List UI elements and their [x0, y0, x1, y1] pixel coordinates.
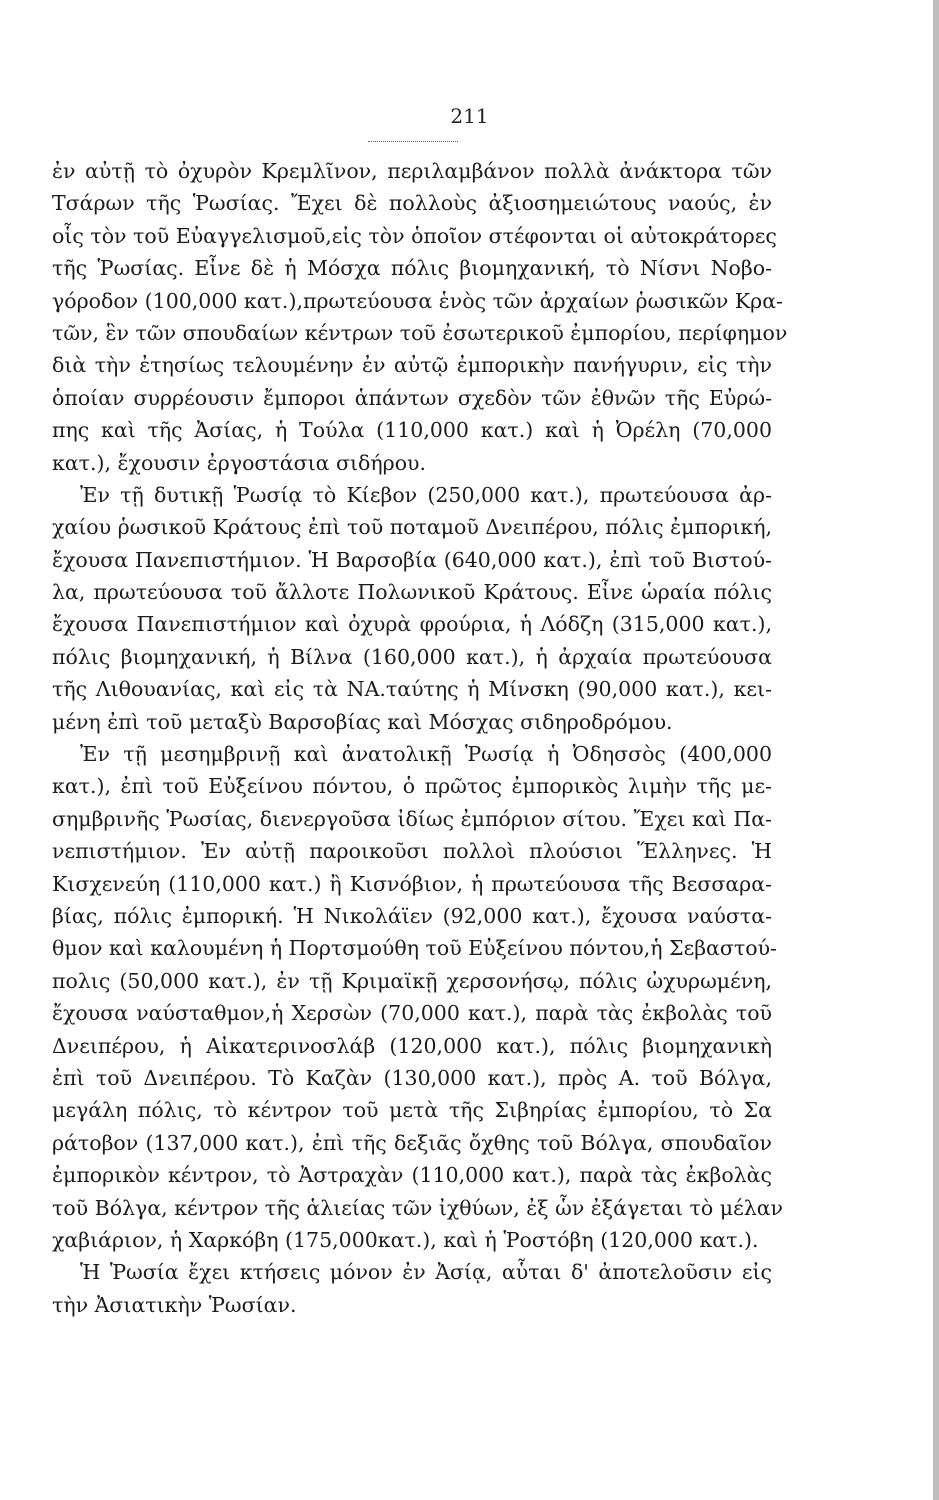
text-line: τῆς Λιθουανίας, καὶ εἰς τὰ ΝΑ.ταύτης ἡ Μίνσκη (90,000 κατ.), κει-	[52, 677, 772, 702]
text-line: Ἐν τῇ μεσημβρινῇ καὶ ἀνατολικῇ Ῥωσίᾳ ἡ Ὀδησσὸς (400,000	[80, 742, 772, 767]
page-number: 211	[450, 104, 489, 128]
text-line: οἷς τὸν τοῦ Εὐαγγελισμοῦ,εἰς τὸν ὁποῖον στέφονται οἱ αὐτοκράτορες	[52, 223, 777, 248]
text-line: λα, πρωτεύουσα τοῦ ἄλλοτε Πολωνικοῦ Κράτους. Εἶνε ὡραία πόλις	[52, 580, 772, 605]
text-line: πολις (50,000 κατ.), ἐν τῇ Κριμαϊκῇ χερσονήσῳ, πόλις ὠχυρωμένη,	[52, 968, 772, 993]
text-line: κατ.), ἐπὶ τοῦ Εὐξείνου πόντου, ὁ πρῶτος ἐμπορικὸς λιμὴν τῆς με-	[52, 774, 772, 799]
text-line: ἐν αὐτῇ τὸ ὀχυρὸν Κρεμλῖνον, περιλαμβάνον πολλὰ ἀνάκτορα τῶν	[52, 159, 772, 183]
text-line: Ἐν τῇ δυτικῇ Ῥωσίᾳ τὸ Κίεβον (250,000 κατ.), πρωτεύουσα ἀρ-	[80, 482, 772, 507]
text-line: νεπιστήμιον. Ἐν αὐτῇ παροικοῦσι πολλοὶ πλούσιοι Ἕλληνες. Ἡ	[52, 839, 772, 864]
text-line: διὰ τὴν ἐτησίως τελουμένην ἐν αὐτῷ ἐμπορικὴν πανήγυριν, εἰς τὴν	[52, 353, 772, 378]
text-line: πης καὶ τῆς Ἀσίας, ἡ Τούλα (110,000 κατ.) καὶ ἡ Ὀρέλη (70,000	[52, 418, 772, 443]
page-number-rule	[368, 141, 458, 142]
text-line: ἔχουσα ναύσταθμον,ἡ Χερσὼν (70,000 κατ.), παρὰ τὰς ἐκβολὰς τοῦ	[52, 1001, 772, 1026]
text-line: τοῦ Βόλγα, κέντρον τῆς ἁλιείας τῶν ἰχθύων, ἐξ ὧν ἐξάγεται τὸ μέλαν	[52, 1195, 783, 1220]
text-line: χαίου ῥωσικοῦ Κράτους ἐπὶ τοῦ ποταμοῦ Δνειπέρου, πόλις ἐμπορική,	[52, 515, 772, 540]
text-line: τῶν, ἓν τῶν σπουδαίων κέντρων τοῦ ἐσωτερικοῦ ἐμπορίου, περίφημον	[52, 320, 788, 345]
text-line: Κισχενεύη (110,000 κατ.) ἢ Κισνόβιον, ἡ πρωτεύουσα τῆς Βεσσαρα-	[52, 871, 772, 896]
text-line: τὴν Ἀσιατικὴν Ῥωσίαν.	[52, 1292, 297, 1317]
text-line: βίας, πόλις ἐμπορική. Ἡ Νικολάϊεν (92,000 κατ.), ἔχουσα ναύστα-	[52, 903, 772, 928]
text-line: ἔχουσα Πανεπιστήμιον καὶ ὀχυρὰ φρούρια, ἡ Λόδζη (315,000 κατ.),	[52, 612, 772, 637]
text-line: χαβιάριον, ἡ Χαρκόβη (175,000κατ.), καὶ ἡ Ῥοστόβη (120,000 κατ.).	[52, 1227, 759, 1252]
text-line: ἐπὶ τοῦ Δνειπέρου. Τὸ Καζὰν (130,000 κατ.), πρὸς Α. τοῦ Βόλγα,	[52, 1065, 772, 1090]
text-line: μεγάλη πόλις, τὸ κέντρον τοῦ μετὰ τῆς Σιβηρίας ἐμπορίου, τὸ Σα	[52, 1098, 772, 1123]
text-line: τῆς Ῥωσίας. Εἶνε δὲ ἡ Μόσχα πόλις βιομηχανική, τὸ Νίσνι Νοβο-	[52, 256, 772, 281]
text-line: Δνειπέρου, ἡ Αἰκατερινοσλάβ (120,000 κατ.), πόλις βιομηχανικὴ	[52, 1033, 772, 1058]
text-line: ἐμπορικὸν κέντρον, τὸ Ἀστραχὰν (110,000 κατ.), παρὰ τὰς ἐκβολὰς	[52, 1163, 772, 1188]
text-line: ἔχουσα Πανεπιστήμιον. Ἡ Βαρσοβία (640,000 κατ.), ἐπὶ τοῦ Βιστού-	[52, 547, 772, 572]
text-line: σημβρινῆς Ῥωσίας, διενεργοῦσα ἰδίως ἐμπόριον σίτου. Ἔχει καὶ Πα-	[52, 806, 772, 831]
body-text	[52, 155, 788, 1321]
text-line: Ἡ Ῥωσία ἔχει κτήσεις μόνον ἐν Ἀσίᾳ, αὗται δ' ἀποτελοῦσιν εἰς	[80, 1260, 772, 1285]
text-line: ράτοβον (137,000 κατ.), ἐπὶ τῆς δεξιᾶς ὄχθης τοῦ Βόλγα, σπουδαῖον	[52, 1130, 772, 1155]
text-line: θμον καὶ καλουμένη ἡ Πορτσμούθη τοῦ Εὐξείνου πόντου,ἡ Σεβαστού-	[52, 936, 777, 961]
text-line: κατ.), ἔχουσιν ἐργοστάσια σιδήρου.	[52, 450, 427, 475]
text-line: Τσάρων τῆς Ῥωσίας. Ἔχει δὲ πολλοὺς ἀξιοσημειώτους ναούς, ἐν	[52, 191, 772, 216]
text-line: ὁποίαν συρρέουσιν ἔμποροι ἁπάντων σχεδὸν τῶν ἐθνῶν τῆς Εὐρώ-	[52, 385, 772, 410]
text-line: γόροδον (100,000 κατ.),πρωτεύουσα ἑνὸς τῶν ἀρχαίων ῥωσικῶν Κρα-	[52, 288, 783, 313]
text-line: μένη ἐπὶ τοῦ μεταξὺ Βαρσοβίας καὶ Μόσχας σιδηροδρόμου.	[52, 709, 673, 734]
page-edge	[933, 0, 939, 1500]
text-line: πόλις βιομηχανική, ἡ Βίλνα (160,000 κατ.), ἡ ἀρχαία πρωτεύουσα	[52, 644, 772, 669]
